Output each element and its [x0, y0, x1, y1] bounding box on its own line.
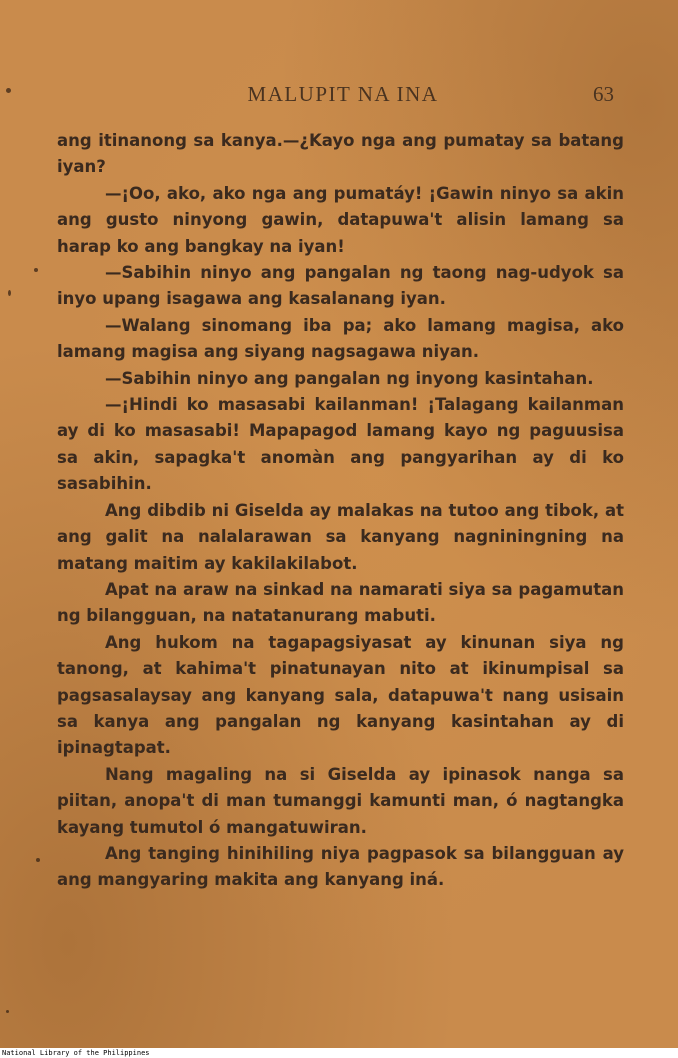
page-number: 63: [593, 82, 614, 106]
paragraph: Nang magaling na si Giselda ay ipinasok nanga sa piitan, anopa't di man tumanggi kamunti man, ó nagtangka kayang tumutol ó mangatuwiran.: [57, 764, 624, 837]
page-header: [0, 82, 678, 112]
paragraph: —¡Oo, ako, ako nga ang pumatáy! ¡Gawin ninyo sa akin ang gusto ninyong gawin, datapuwa't alisin lamang sa harap ko ang bangkay na iyan!: [57, 183, 624, 256]
paragraph: Ang dibdib ni Giselda ay malakas na tutoo ang tibok, at ang galit na nalalarawan sa kanyang nagniningning na matang maitim ay kakilakilabot.: [57, 500, 624, 573]
paragraph: Ang hukom na tagapagsiyasat ay kinunan siya ng tanong, at kahima't pinatunayan nito at ikinumpisal sa pagsasalaysay ang kanyang sala, datapuwa't nang usisain sa kanya ang pangalan ng kanyang kasintahan ay di ipinagtapat.: [57, 632, 624, 758]
paragraph: ang itinanong sa kanya.—¿Kayo nga ang pumatay sa batang iyan?: [57, 131, 624, 177]
paragraph: Ang tanging hinihiling niya pagpasok sa bilangguan ay ang mangyaring makita ang kanyang iná.: [57, 843, 624, 890]
paper-speck: [6, 1010, 9, 1013]
body-text: [57, 128, 624, 894]
paragraph: —Sabihin ninyo ang pangalan ng inyong kasintahan.: [105, 368, 594, 388]
running-title: MALUPIT NA INA: [247, 82, 439, 106]
paragraph: —Sabihin ninyo ang pangalan ng taong nag-udyok sa inyo upang isagawa ang kasalanang iyan.: [57, 263, 624, 309]
paragraph: —Walang sinomang iba pa; ako lamang magisa, ako lamang magisa ang siyang nagsagawa niyan.: [57, 315, 624, 362]
paragraph: Apat na araw na sinkad na namarati siya sa pagamutan ng bilangguan, na natatanurang mabuti.: [57, 579, 624, 626]
library-credit: National Library of the Philippines: [2, 1049, 150, 1057]
paper-speck: [6, 88, 11, 93]
paper-speck: [34, 268, 38, 272]
paper-speck: [36, 858, 40, 862]
paper-speck: [8, 290, 11, 296]
paragraph: —¡Hindi ko masasabi kailanman! ¡Talagang kailanman ay di ko masasabi! Mapapagod lamang kayo ng paguusisa sa akin, sapagka't anomàn ang pangyarihan ay di ko sasabihin.: [57, 395, 624, 494]
